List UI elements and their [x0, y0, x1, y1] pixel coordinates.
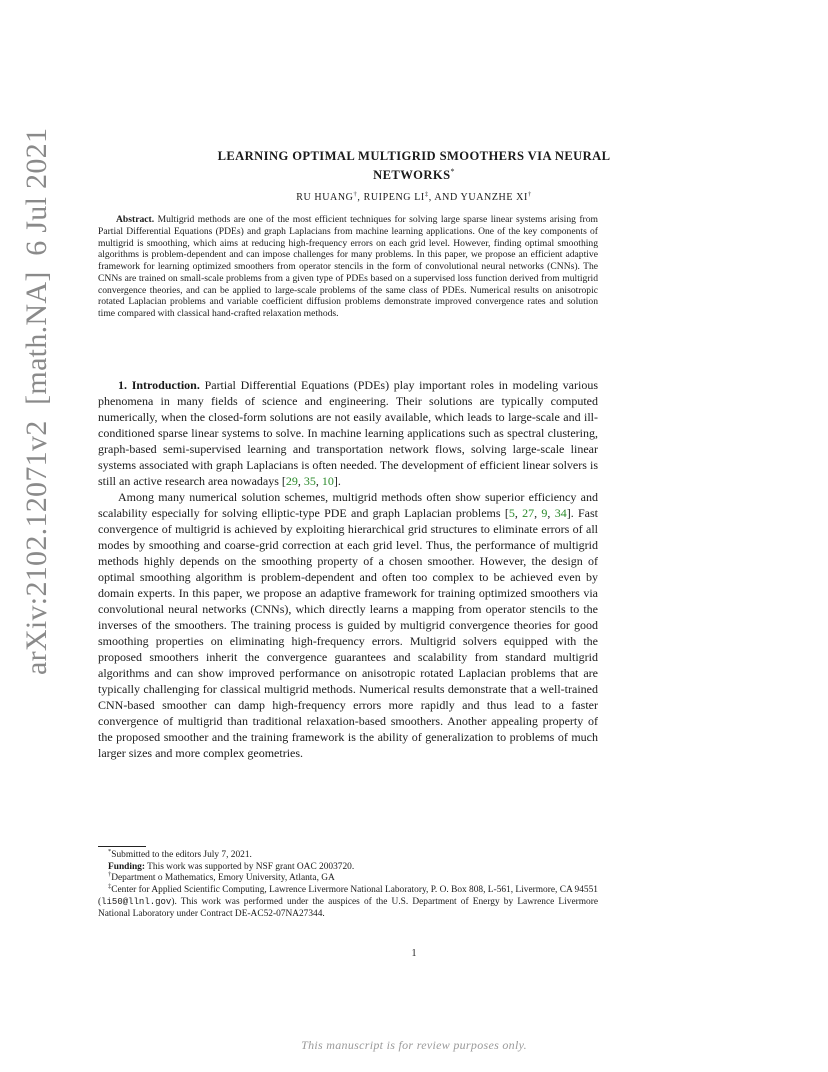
paper-title [0, 148, 828, 183]
intro-paragraph: 1. Introduction. Partial Differential Equations (PDEs) play important roles in modeling various phenomena in many fields of science and engineering. Their solutions are typically computed numerically, when the closed-form solutions are not easily available, which leads to large-scale and ill-conditioned sparse linear systems to solve. In machine learning applications such as spectral clustering, graph-based semi-supervised learning and transportation network flows, solving large-scale linear systems associated with graph Laplacians is often needed. The development of efficient linear solvers is still an active research area nowadays [29, 35, 10]. [98, 378, 598, 488]
paragraph-text: ]. Fast convergence of multigrid is achieved by exploiting hierarchical grid structures to eliminate errors of all modes by smoothing and coarse-grid correction at each grid level. Thus, the performance of multigrid methods highly depends on the smoothing property of a chosen smoother. However, the design of optimal smoothing algorithm is problem-dependent and often too complex to be achieved even by domain experts. In this paper, we propose an adaptive framework for training optimized smoothers via convolutional neural networks (CNNs), which directly learns a mapping from operator stencils to the inverses of the smoothers. The training process is guided by multigrid convergence theories for good smoothing properties on eliminating high-frequency errors. Multigrid solvers equipped with the proposed smoothers inherit the convergence guarantees and scalability from standard multigrid algorithms and can show improved performance on anisotropic rotated Laplacian problems that are typically challenging for classical multigrid methods. Numerical results demonstrate that a well-trained CNN-based smoother can damp high-frequency errors more rapidly and thus lead to a faster convergence of multigrid than traditional relaxation-based smoothers. Another appealing property of the proposed smoother and the training framework is the ability of generalization to problems of much larger sizes and more complex geometries. [98, 506, 599, 760]
author-name: YUANZHE XI [460, 192, 528, 203]
introduction-section [98, 377, 598, 761]
author-list [0, 192, 828, 203]
author-affiliation-mark: † [527, 191, 532, 198]
title-footnote-mark: * [450, 167, 455, 176]
author-separator: , [357, 192, 364, 203]
abstract [98, 214, 598, 320]
footnote-text: This work was supported by NSF grant OAC 2003720. [145, 861, 355, 872]
abstract-text: Multigrid methods are one of the most efficient techniques for solving large sparse linear systems arising from Partial Differential Equations (PDEs) and graph Laplacians from machine learning applications. One of the key components of multigrid is smoothing, which aims at reducing high-frequency errors on each grid level. However, finding optimal smoothing algorithms is problem-dependent and can impose challenges for many problems. In this paper, we propose an efficient adaptive framework for learning optimized smoothers from operator stencils in the form of convolutional neural networks (CNNs). The CNNs are trained on small-scale problems from a given type of PDEs based on a supervised loss function derived from multigrid convergence theories, and can be applied to large-scale problems of the same class of PDEs. Numerical results on anisotropic rotated Laplacian problems and variable coefficient diffusion problems demonstrate improved convergence rates and solution time compared with classical hand-crafted relaxation methods. [98, 214, 598, 319]
citation-link[interactable]: 27 [522, 506, 535, 520]
title-line-2: NETWORKS [373, 168, 451, 183]
intro-paragraph: Among many numerical solution schemes, multigrid methods often show superior efficiency and scalability especially for solving elliptic-type PDE and graph Laplacian problems [5, 27, 9, 34]. Fast convergence of multigrid is achieved by exploiting hierarchical grid structures to eliminate errors of all modes by smoothing and coarse-grid correction at each grid level. Thus, the performance of multigrid methods highly depends on the smoothing property of a chosen smoother. However, the design of optimal smoothing algorithm is problem-dependent and often too complex to be achieved even by domain experts. In this paper, we propose an adaptive framework for training optimized smoothers via convolutional neural networks (CNNs), which directly learns a mapping from operator stencils to the inverses of the smoothers. The training process is guided by multigrid convergence theories for good smoothing properties on eliminating high-frequency errors. Multigrid solvers equipped with the proposed smoothers inherit the convergence guarantees and scalability from standard multigrid algorithms and can show improved performance on anisotropic rotated Laplacian problems that are typically challenging for classical multigrid methods. Numerical results demonstrate that a well-trained CNN-based smoother can damp high-frequency errors more rapidly and thus lead to a faster convergence of multigrid than traditional relaxation-based smoothers. Another appealing property of the proposed smoother and the training framework is the ability of generalization to problems of much larger sizes and more complex geometries. [98, 490, 599, 760]
author-name: RUIPENG LI [363, 192, 425, 203]
footnote-text: ). This work was performed under the auspices of the U.S. Department of Energy by Lawrence Livermore National Laboratory under Contract DE-AC52-07NA27344. [98, 896, 598, 919]
citation-link[interactable]: 9 [541, 506, 548, 520]
citation-link[interactable]: 5 [508, 506, 515, 520]
arxiv-identifier: arXiv:2102.12071v2 [math.NA] 6 Jul 2021 [20, 127, 53, 675]
citation-link[interactable]: 34 [554, 506, 567, 520]
email-link[interactable]: li50@llnl.gov [101, 896, 172, 907]
footnote-mark: † [108, 871, 112, 879]
author-affiliation-mark: ‡ [424, 191, 429, 198]
abstract-label: Abstract. [116, 214, 155, 225]
paragraph-text: Among many numerical solution schemes, multigrid methods often show superior efficiency and scalability especially for solving elliptic-type PDE and graph Laplacian problems [ [98, 490, 598, 520]
citation-link[interactable]: 10 [321, 474, 334, 488]
footnote-text: Center for Applied Scientific Computing, Lawrence Livermore National Laboratory, P. O. Box 808, L-561, Livermore, CA 94551 ( [98, 885, 598, 907]
author-name: RU HUANG [296, 192, 354, 203]
paragraph-text: ]. [333, 474, 341, 488]
footnotes [98, 850, 598, 920]
title-line-1: LEARNING OPTIMAL MULTIGRID SMOOTHERS VIA NEURAL [217, 149, 611, 163]
author-affiliation-mark: † [353, 191, 358, 198]
footnote-mark: * [108, 848, 112, 855]
review-watermark: This manuscript is for review purposes only. [301, 1038, 527, 1052]
citation-link[interactable]: 29 [285, 474, 298, 488]
footnote [98, 873, 598, 885]
footnote-mark: ‡ [108, 883, 112, 891]
footnote-funding [98, 862, 598, 874]
footnote-divider [98, 846, 146, 847]
paragraph-text: Partial Differential Equations (PDEs) play important roles in modeling various phenomena in many fields of science and engineering. Their solutions are typically computed numerically, when the closed-form solutions are not easily available, which leads to large-scale and ill-conditioned sparse linear systems to solve. In machine learning applications such as spectral clustering, graph-based semi-supervised learning and transportation network flows, solving large-scale linear systems associated with graph Laplacians is often needed. The development of efficient linear solvers is still an active research area nowadays [ [98, 378, 598, 488]
funding-label: Funding: [108, 861, 145, 872]
section-heading: 1. Introduction. [118, 378, 200, 392]
page-number: 1 [411, 948, 417, 959]
footnote [98, 885, 598, 920]
footnote [98, 850, 598, 862]
footnote-text: Department o Mathematics, Emory University, Atlanta, GA [111, 873, 335, 884]
author-separator: , AND [428, 192, 461, 203]
citation-link[interactable]: 35 [303, 474, 316, 488]
footnote-text: Submitted to the editors July 7, 2021. [111, 850, 252, 860]
